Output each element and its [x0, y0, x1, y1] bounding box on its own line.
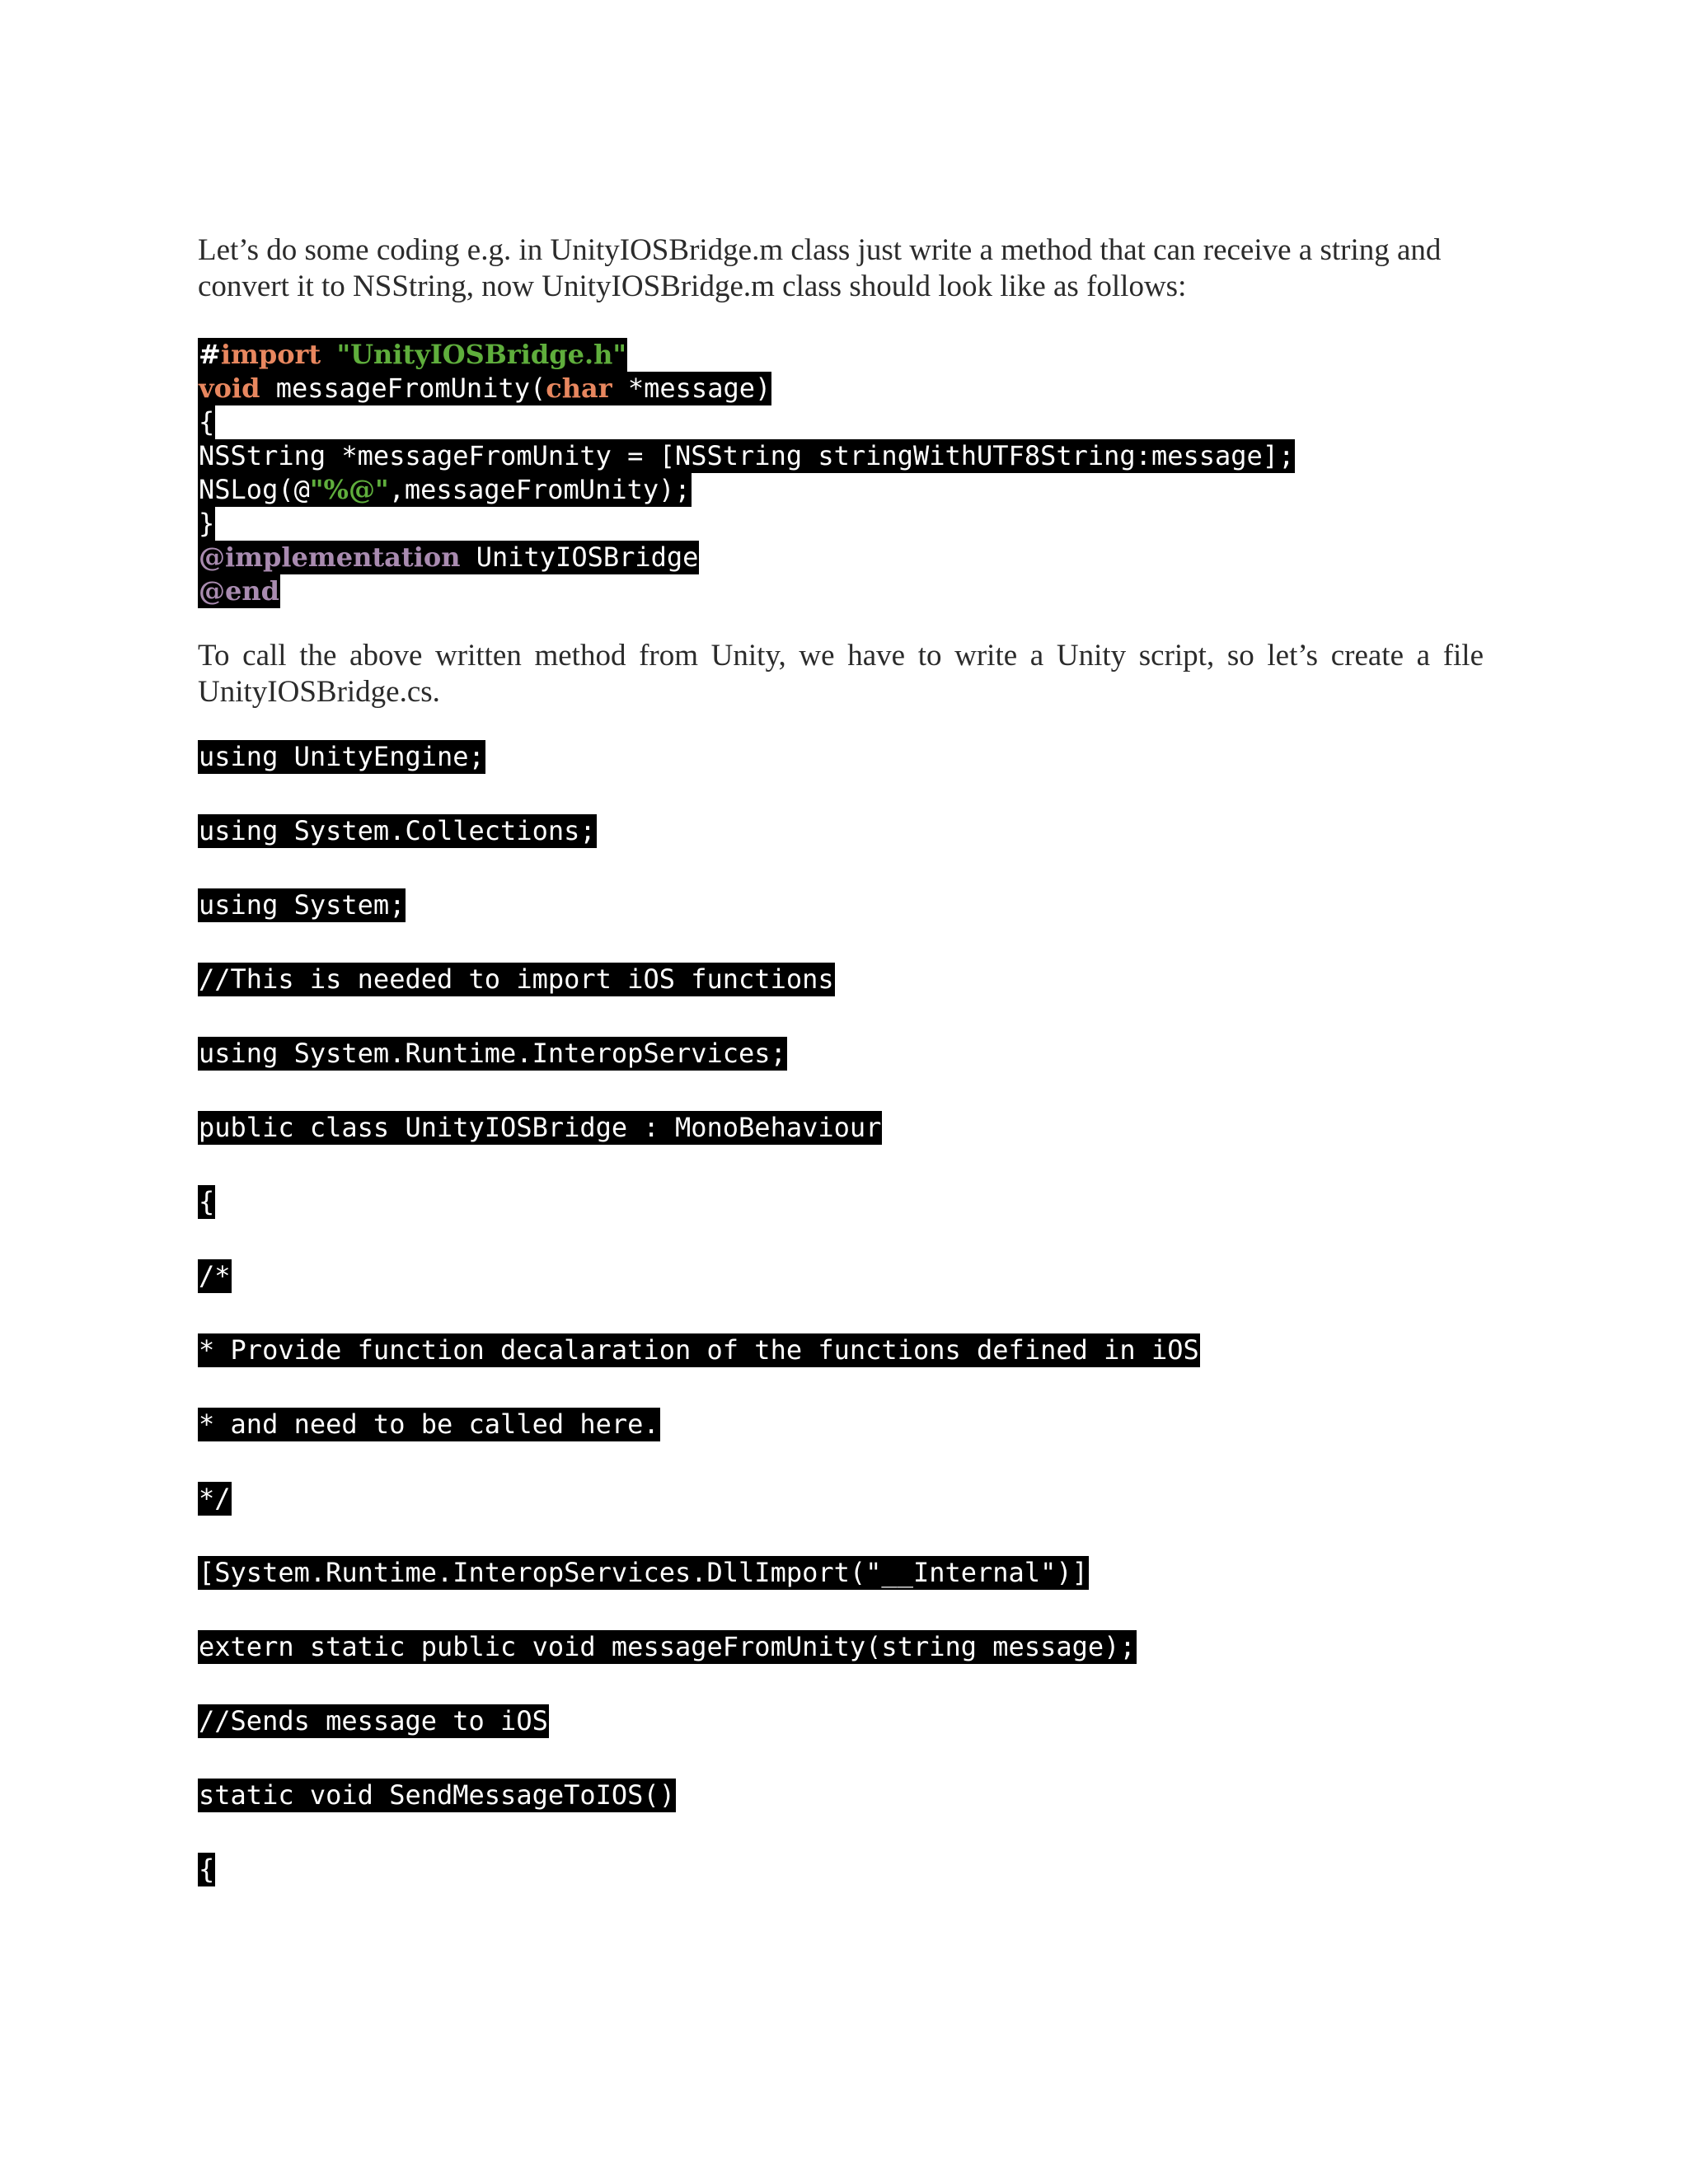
code-line-text: * and need to be called here.	[199, 1408, 659, 1440]
nsstring-statement: NSString *messageFromUnity = [NSString stringWithUTF8String:message];	[199, 440, 1295, 471]
code-line	[198, 1482, 1484, 1556]
code-line-implementation	[198, 541, 1484, 574]
code-line-nslog	[198, 473, 1484, 507]
code-line-function-signature	[198, 372, 1484, 405]
function-name-close: *message)	[612, 373, 771, 404]
function-name-open: messageFromUnity(	[260, 373, 546, 404]
code-line	[198, 1630, 1484, 1704]
nslog-open: NSLog(@	[199, 474, 310, 505]
char-keyword: char	[546, 373, 612, 404]
code-line-text: using System.Collections;	[199, 815, 596, 846]
code-line-text: //This is needed to import iOS functions	[199, 963, 834, 995]
code-line-text: using System.Runtime.InteropServices;	[199, 1038, 786, 1069]
code-line-brace-close	[198, 507, 1484, 541]
import-string: "UnityIOSBridge.h"	[336, 339, 627, 370]
code-line	[198, 1853, 1484, 1927]
code-line	[198, 1037, 1484, 1111]
brace-open: {	[199, 406, 215, 438]
code-line-text: public class UnityIOSBridge : MonoBehaviour	[199, 1112, 882, 1143]
code-line-brace-open	[198, 405, 1484, 439]
code-line	[198, 1185, 1484, 1259]
end-keyword: @end	[199, 575, 279, 607]
code-line-end	[198, 574, 1484, 608]
code-line-nsstring	[198, 439, 1484, 473]
code-line-text: * Provide function decalaration of the functions defined in iOS	[199, 1334, 1199, 1366]
code-line-text: extern static public void messageFromUnity(string message);	[199, 1631, 1136, 1662]
nslog-close: ,messageFromUnity);	[388, 474, 691, 505]
code-line-text: using UnityEngine;	[199, 741, 485, 772]
intro-paragraph: Let’s do some coding e.g. in UnityIOSBridge.m class just write a method that can receive a string and convert it to NSString, now UnityIOSBridge.m class should look like as follows:	[198, 233, 1442, 303]
code-line	[198, 1333, 1484, 1408]
second-paragraph: To call the above written method from Unity, we have to write a Unity script, so let’s create a file UnityIOSBridge.cs.	[198, 639, 1484, 709]
code-line-import	[198, 338, 1484, 372]
nslog-format-string: "%@"	[309, 474, 389, 505]
csharp-code-block	[198, 740, 1484, 1927]
code-line	[198, 888, 1484, 963]
code-line	[198, 814, 1484, 888]
void-keyword: void	[199, 373, 260, 404]
code-line	[198, 1779, 1484, 1853]
code-line	[198, 1259, 1484, 1333]
code-line-text: [System.Runtime.InteropServices.DllImport("__Internal")]	[199, 1557, 1088, 1588]
objc-code-block	[198, 338, 1484, 608]
code-line-text: //Sends message to iOS	[199, 1705, 548, 1736]
code-line-text: using System;	[199, 889, 406, 921]
import-hash: #	[199, 339, 221, 370]
code-line-text: /*	[199, 1260, 231, 1291]
document-page	[198, 232, 1484, 1927]
code-line-text: {	[199, 1186, 215, 1217]
code-line-text: static void SendMessageToIOS()	[199, 1779, 675, 1811]
code-line	[198, 963, 1484, 1037]
brace-close: }	[199, 508, 215, 539]
code-line-text: {	[199, 1854, 215, 1885]
code-line-text: */	[199, 1483, 231, 1514]
code-line	[198, 1704, 1484, 1779]
code-line	[198, 1408, 1484, 1482]
code-line	[198, 1111, 1484, 1185]
code-line	[198, 1556, 1484, 1630]
code-line	[198, 740, 1484, 814]
import-keyword: import	[220, 339, 321, 370]
implementation-keyword: @implementation	[199, 541, 461, 573]
implementation-name: UnityIOSBridge	[460, 541, 699, 573]
